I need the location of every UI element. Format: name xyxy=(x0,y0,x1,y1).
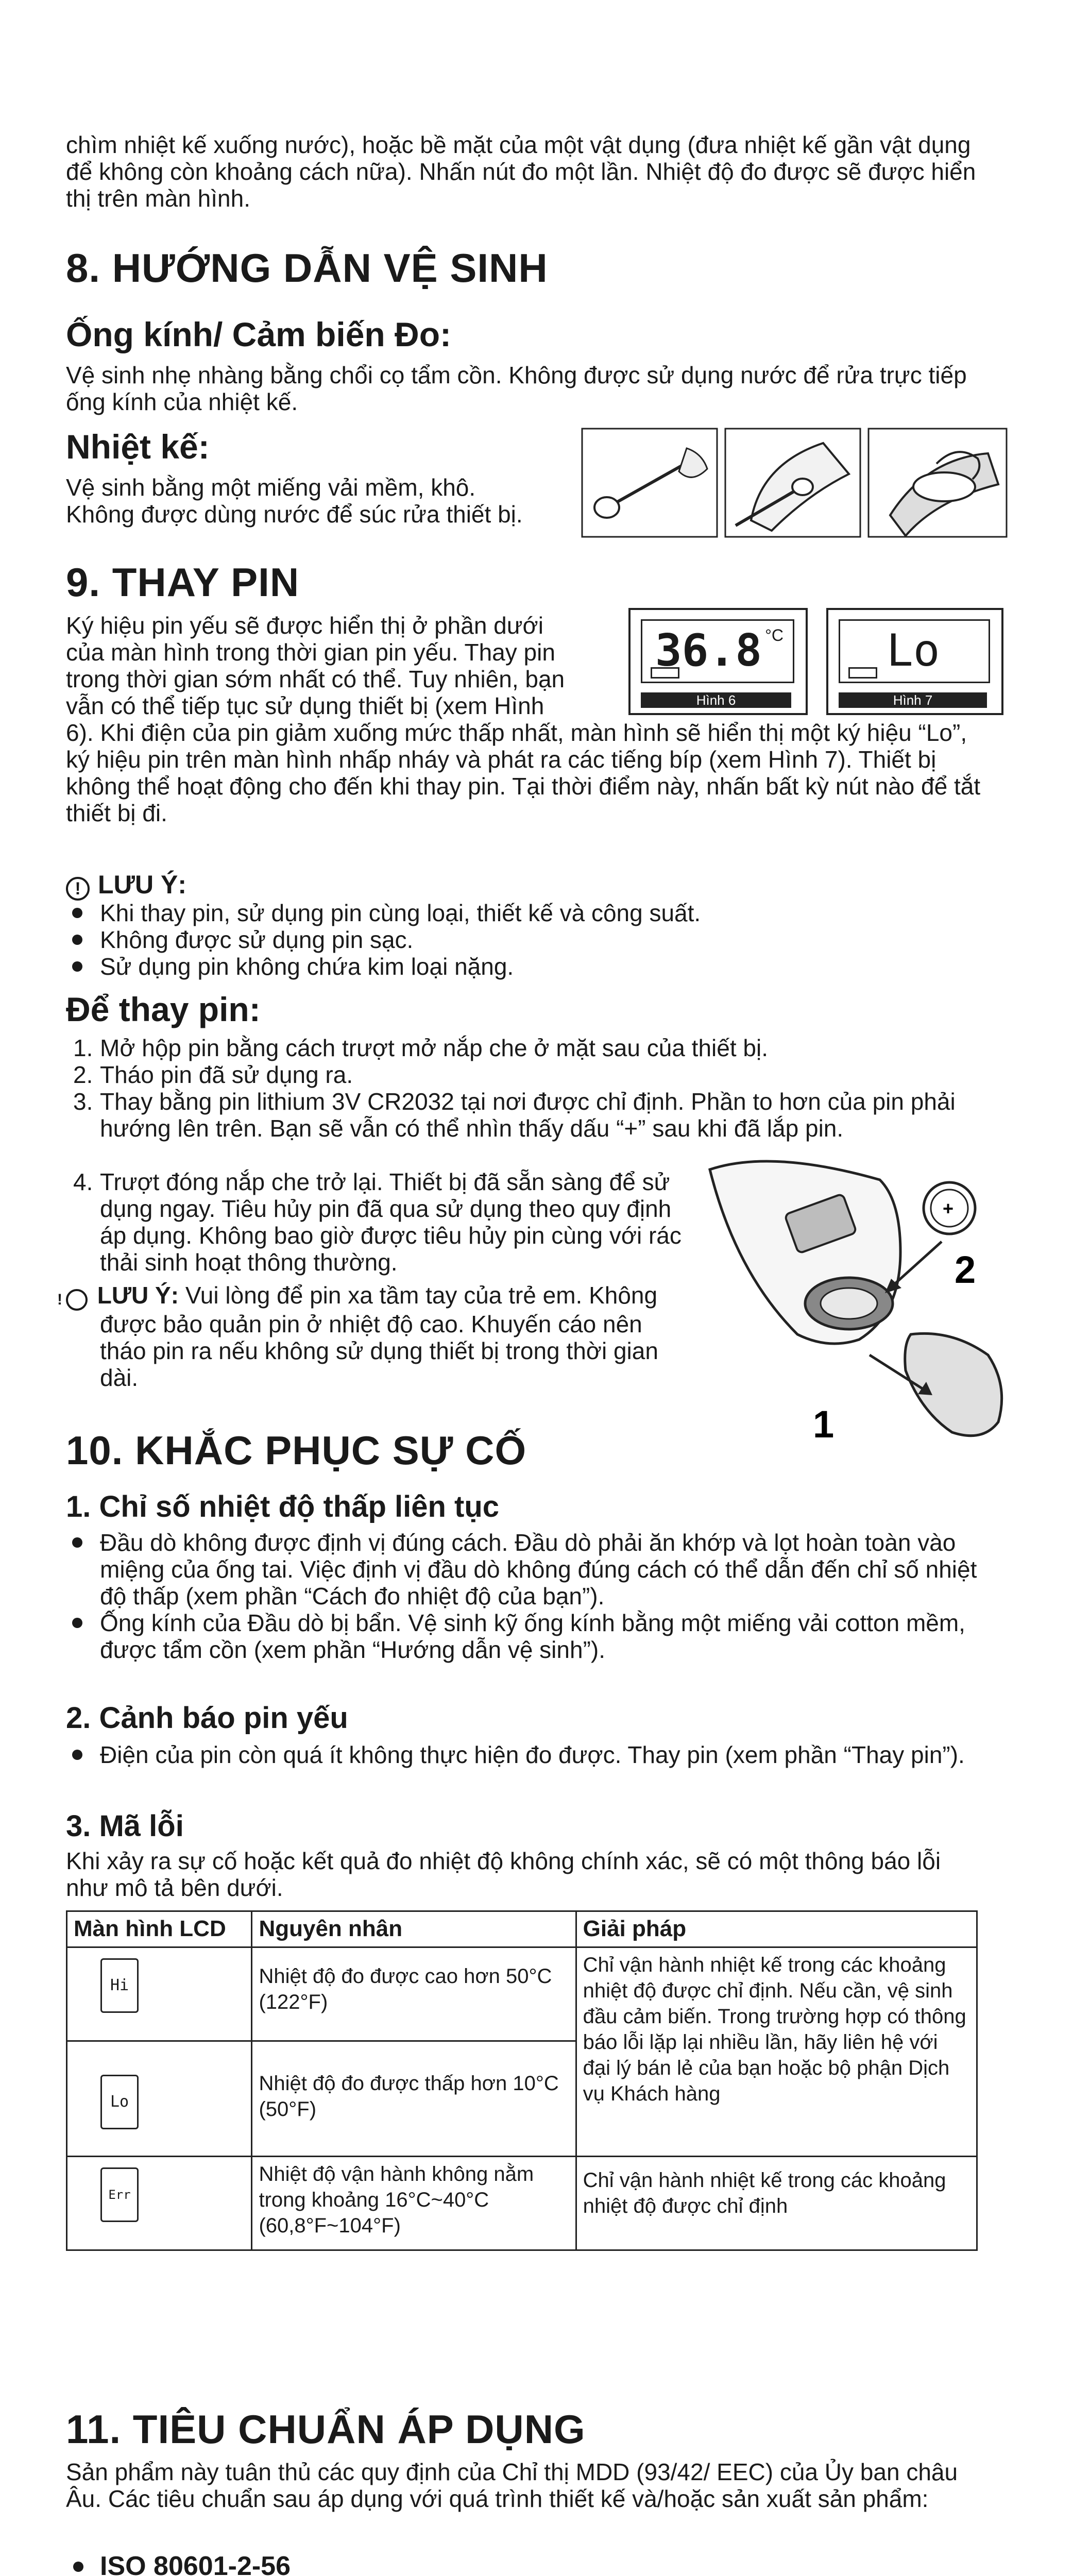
figure-7-caption: Hình 7 xyxy=(839,692,987,708)
section-8-title: 8. HƯỚNG DẪN VỆ SINH xyxy=(66,245,548,291)
list-item: Khi thay pin, sử dụng pin cùng loại, thiết kế và công suất. xyxy=(66,900,988,926)
table-header: Màn hình LCD xyxy=(67,1911,252,1947)
lens-heading: Ống kính/ Cảm biến Đo: xyxy=(66,315,452,353)
section-9-title: 9. THAY PIN xyxy=(66,560,300,605)
info-icon: ! xyxy=(66,1289,88,1311)
list-item: Không được sử dụng pin sạc. xyxy=(66,926,988,953)
issue-3-heading: 3. Mã lỗi xyxy=(66,1809,184,1843)
section-11-title: 11. TIÊU CHUẨN ÁP DỤNG xyxy=(66,2406,586,2452)
list-item: Ống kính của Đầu dò bị bẩn. Vệ sinh kỹ ống kính bằng một miếng vải cotton mềm, được tẩm cồn (xem phần “Hướng dẫn vệ sinh”). xyxy=(66,1609,988,1663)
list-item: 2. Tháo pin đã sử dụng ra. xyxy=(73,1061,353,1088)
cause-cell: Nhiệt độ đo được thấp hơn 10°C (50°F) xyxy=(252,2041,576,2157)
lcd-err: Err xyxy=(100,2167,139,2222)
intro-text: chìm nhiệt kế xuống nước), hoặc bề mặt của một vật dụng (đưa nhiệt kế gần vật dụng để không còn khoảng cách nữa). Nhấn nút đo một lần. Nhiệt độ đo được sẽ được hiển thị trên màn hình. xyxy=(66,131,976,212)
battery-notes xyxy=(66,900,988,980)
figure-6-low-battery xyxy=(628,608,808,715)
table-header: Giải pháp xyxy=(576,1911,977,1947)
callout-1: 1 xyxy=(813,1403,834,1437)
figure-7-lo-display xyxy=(826,608,1003,715)
section-10-title: 10. KHẮC PHỤC SỰ CỐ xyxy=(66,1428,527,1473)
info-icon: ! xyxy=(66,877,90,901)
list-item: 1. Mở hộp pin bằng cách trượt mở nắp che ở mặt sau của thiết bị. xyxy=(73,1035,768,1061)
error-intro: Khi xảy ra sự cố hoặc kết quả đo nhiệt độ không chính xác, sẽ có một thông báo lỗi như mô tả bên dưới. xyxy=(66,1848,941,1901)
issue-1-heading: 1. Chỉ số nhiệt độ thấp liên tục xyxy=(66,1490,500,1523)
battery-icon xyxy=(651,667,679,679)
thermometer-text-1: Vệ sinh bằng một miếng vải mềm, khô. xyxy=(66,474,476,501)
lcd-hi: Hi xyxy=(100,1958,139,2013)
error-code-table xyxy=(66,1910,978,2251)
cause-cell: Nhiệt độ vận hành không nằm trong khoảng 16°C~40°C (60,8°F~104°F) xyxy=(252,2157,576,2250)
thermometer-text-2: Không được dùng nước để súc rửa thiết bị. xyxy=(66,501,523,528)
list-item: 4. Trượt đóng nắp che trở lại. Thiết bị đã sẵn sàng để sử dụng ngay. Tiêu hủy pin đã qua sử dụng theo quy định áp dụng. Không bao giờ được tiêu hủy pin cùng với rác thải sinh hoạt thông thường. xyxy=(73,1168,682,1276)
issue-2-list xyxy=(66,1741,988,1768)
callout-2: 2 xyxy=(955,1248,976,1291)
figure-6-unit: °C xyxy=(765,626,784,645)
battery-lead-4: vẫn có thể tiếp tục sử dụng thiết bị (xem Hình xyxy=(66,692,544,719)
cleaning-illustrations xyxy=(581,428,1009,538)
list-item: Sử dụng pin không chứa kim loại nặng. xyxy=(66,953,988,980)
battery-icon xyxy=(848,667,877,679)
battery-lead-2: của màn hình trong thời gian pin yếu. Thay pin xyxy=(66,639,555,666)
standard-code: ISO 80601-2-56 xyxy=(100,2551,291,2576)
lens-text: Vệ sinh nhẹ nhàng bằng chổi cọ tẩm cồn. Không được sử dụng nước để rửa trực tiếp ống kính của nhiệt kế. xyxy=(66,362,967,415)
figure-6-caption: Hình 6 xyxy=(641,692,791,708)
figure-7-reading: Lo xyxy=(887,625,940,676)
cause-cell: Nhiệt độ đo được cao hơn 50°C (122°F) xyxy=(252,1947,576,2041)
table-header: Nguyên nhân xyxy=(252,1911,576,1947)
table-row xyxy=(67,2157,977,2250)
list-item: Đầu dò không được định vị đúng cách. Đầu dò phải ăn khớp và lọt hoàn toàn vào miệng của ống tai. Việc định vị đầu dò không đúng cách có thể dẫn đến chỉ số nhiệt độ thấp (xem phần “Cách đo nhiệt độ của bạn”). xyxy=(66,1529,988,1609)
note-2: ! LƯU Ý: Vui lòng để pin xa tầm tay của trẻ em. Không được bảo quản pin ở nhiệt độ cao. Khuyến cáo nên tháo pin ra nếu không sử dụng thiết bị trong thời gian dài. xyxy=(57,1282,658,1391)
list-item: 3. Thay bằng pin lithium 3V CR2032 tại nơi được chỉ định. Phần to hơn của pin phải hướng lên trên. Bạn sẽ vẫn có thể nhìn thấy dấu “+” sau khi đã lắp pin. xyxy=(73,1088,956,1142)
figure-6-reading: 36.8 xyxy=(655,625,762,676)
replace-steps xyxy=(66,1035,988,1142)
list-item xyxy=(66,2550,988,2576)
replace-step-4 xyxy=(66,1168,700,1276)
issue-1-list xyxy=(66,1529,988,1663)
solution-cell: Chỉ vận hành nhiệt kế trong các khoảng nhiệt độ được chỉ định. Nếu cần, vệ sinh đầu cảm biến. Trong trường hợp có thông báo lỗi lặp lại nhiều lần, hãy liên hệ với đại lý bán lẻ của bạn hoặc bộ phận Dịch vụ Khách hàng xyxy=(576,1947,977,2157)
standards-intro: Sản phẩm này tuân thủ các quy định của Chỉ thị MDD (93/42/ EEC) của Ủy ban châu Âu. Các tiêu chuẩn sau áp dụng với quá trình thiết kế và/hoặc sản xuất sản phẩm: xyxy=(66,2459,958,2512)
issue-2-heading: 2. Cảnh báo pin yếu xyxy=(66,1701,348,1735)
note-heading: ! LƯU Ý: xyxy=(66,870,186,901)
solution-cell: Chỉ vận hành nhiệt kế trong các khoảng nhiệt độ được chỉ định xyxy=(576,2157,977,2250)
battery-lead-3: trong thời gian sớm nhất có thể. Tuy nhiên, bạn xyxy=(66,666,565,692)
standards-list xyxy=(66,2550,988,2576)
battery-lead-1: Ký hiệu pin yếu sẽ được hiển thị ở phần dưới xyxy=(66,612,543,639)
thermometer-heading: Nhiệt kế: xyxy=(66,428,210,466)
table-row xyxy=(67,1947,977,2041)
lcd-lo: Lo xyxy=(100,2075,139,2129)
battery-lead-rest: 6). Khi điện của pin giảm xuống mức thấp nhất, màn hình sẽ hiển thị một ký hiệu “Lo”, ký hiệu pin trên màn hình nhấp nháy và phát ra các tiếng bíp (xem Hình 7). Thiết bị không thể hoạt động cho đến khi thay pin. Tại thời điểm này, nhấn bất kỳ nút nào để tắt thiết bị đi. xyxy=(66,719,981,826)
list-item: Điện của pin còn quá ít không thực hiện đo được. Thay pin (xem phần “Thay pin”). xyxy=(66,1741,988,1768)
battery-replacement-illustration xyxy=(700,1149,1009,1437)
svg-text:+: + xyxy=(943,1198,954,1219)
replace-heading: Để thay pin: xyxy=(66,990,261,1028)
